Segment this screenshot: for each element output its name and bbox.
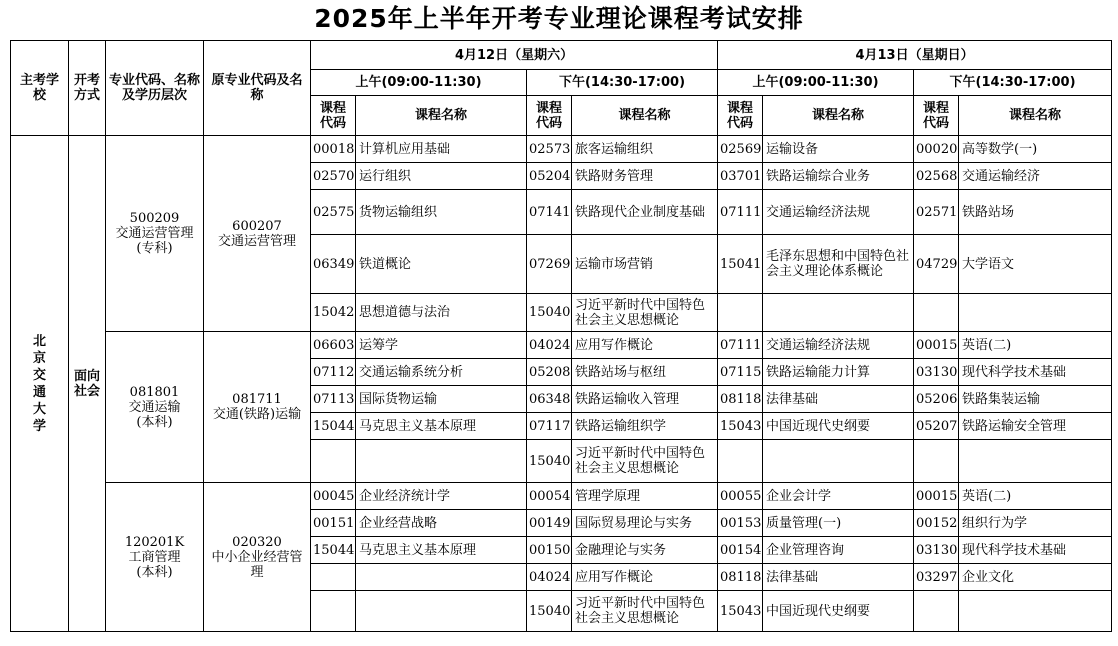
course-code: 15043 — [718, 413, 763, 440]
course-code: 06349 — [311, 235, 356, 294]
exam-schedule-table — [10, 40, 1112, 632]
course-name — [763, 440, 914, 483]
course-name: 法律基础 — [763, 564, 914, 591]
course-code: 02568 — [914, 163, 959, 190]
course-name: 计算机应用基础 — [356, 136, 527, 163]
major-cell — [106, 483, 204, 632]
course-code: 00015 — [914, 332, 959, 359]
course-code — [718, 294, 763, 332]
course-code — [914, 440, 959, 483]
course-code: 07113 — [311, 386, 356, 413]
course-name — [356, 564, 527, 591]
header-day1: 4月12日（星期六） — [311, 41, 718, 70]
course-name: 铁路财务管理 — [572, 163, 718, 190]
course-name: 马克思主义基本原理 — [356, 413, 527, 440]
course-code: 03130 — [914, 537, 959, 564]
course-code: 00020 — [914, 136, 959, 163]
course-code: 05208 — [527, 359, 572, 386]
course-code: 07141 — [527, 190, 572, 235]
course-name: 国际贸易理论与实务 — [572, 510, 718, 537]
original-orig-name: 交通运营管理 — [217, 233, 296, 249]
major-major-name: 交通运营管理 — [115, 226, 194, 241]
course-code: 06348 — [527, 386, 572, 413]
course-name: 货物运输组织 — [356, 190, 527, 235]
course-code: 00152 — [914, 510, 959, 537]
course-code — [311, 440, 356, 483]
course-name: 应用写作概论 — [572, 332, 718, 359]
course-name: 铁路现代企业制度基础 — [572, 190, 718, 235]
course-name: 习近平新时代中国特色社会主义思想概论 — [572, 294, 718, 332]
course-code: 15041 — [718, 235, 763, 294]
major-cell — [106, 332, 204, 483]
original-orig-code: 600207 — [232, 218, 282, 234]
course-code: 00153 — [718, 510, 763, 537]
course-code — [718, 440, 763, 483]
course-code: 15042 — [311, 294, 356, 332]
course-code: 07111 — [718, 332, 763, 359]
course-code: 08118 — [718, 386, 763, 413]
course-name: 铁道概论 — [356, 235, 527, 294]
course-code — [311, 564, 356, 591]
header-day1-am: 上午(09:00-11:30) — [311, 70, 527, 96]
course-code: 15044 — [311, 537, 356, 564]
course-code — [311, 591, 356, 632]
course-name: 企业经济统计学 — [356, 483, 527, 510]
course-code: 07117 — [527, 413, 572, 440]
course-name: 企业文化 — [959, 564, 1112, 591]
header-course-code: 课程代码 — [527, 96, 572, 136]
course-name: 中国近现代史纲要 — [763, 413, 914, 440]
major-cell — [106, 136, 204, 332]
course-code: 03701 — [718, 163, 763, 190]
course-code: 15040 — [527, 591, 572, 632]
course-name: 思想道德与法治 — [356, 294, 527, 332]
original-orig-name: 交通(铁路)运输 — [212, 407, 302, 422]
original-major-cell — [204, 136, 311, 332]
course-name: 国际货物运输 — [356, 386, 527, 413]
course-name: 铁路运输收入管理 — [572, 386, 718, 413]
course-code: 00055 — [718, 483, 763, 510]
course-name: 铁路站场 — [959, 190, 1112, 235]
course-code: 03297 — [914, 564, 959, 591]
course-code: 00154 — [718, 537, 763, 564]
header-course-code: 课程代码 — [718, 96, 763, 136]
course-name: 现代科学技术基础 — [959, 359, 1112, 386]
course-name: 铁路站场与枢纽 — [572, 359, 718, 386]
major-major-name: 工商管理 — [128, 549, 181, 565]
header-mode: 开考方式 — [69, 41, 106, 136]
course-code: 03130 — [914, 359, 959, 386]
course-code: 00015 — [914, 483, 959, 510]
course-name: 交通运输经济法规 — [763, 190, 914, 235]
header-major: 专业代码、名称及学历层次 — [106, 41, 204, 136]
course-name — [356, 440, 527, 483]
course-code: 15040 — [527, 440, 572, 483]
course-code: 08118 — [718, 564, 763, 591]
course-name — [959, 591, 1112, 632]
course-name: 运筹学 — [356, 332, 527, 359]
course-name: 运输设备 — [763, 136, 914, 163]
course-code — [914, 294, 959, 332]
course-name — [959, 294, 1112, 332]
table-row — [11, 332, 1112, 359]
course-name: 法律基础 — [763, 386, 914, 413]
original-orig-code: 081711 — [232, 392, 282, 407]
course-code: 05207 — [914, 413, 959, 440]
header-day2: 4月13日（星期日） — [718, 41, 1112, 70]
original-major-cell — [204, 332, 311, 483]
major-major-name: 交通运输 — [128, 399, 181, 415]
header-course-code: 课程代码 — [311, 96, 356, 136]
table-row — [11, 483, 1112, 510]
course-code — [914, 591, 959, 632]
exam-mode: 面向社会 — [74, 368, 101, 399]
course-code: 02570 — [311, 163, 356, 190]
course-code: 04024 — [527, 332, 572, 359]
course-name: 运输市场营销 — [572, 235, 718, 294]
course-code: 05206 — [914, 386, 959, 413]
header-day1-pm: 下午(14:30-17:00) — [527, 70, 718, 96]
course-name: 金融理论与实务 — [572, 537, 718, 564]
header-course-code: 课程代码 — [914, 96, 959, 136]
major-level: (本科) — [136, 564, 173, 580]
course-name — [356, 591, 527, 632]
header-course-name: 课程名称 — [959, 96, 1112, 136]
course-code: 04024 — [527, 564, 572, 591]
course-name: 交通运输经济法规 — [763, 332, 914, 359]
course-name: 英语(二) — [959, 483, 1112, 510]
header-course-name: 课程名称 — [356, 96, 527, 136]
course-code: 00018 — [311, 136, 356, 163]
header-course-name: 课程名称 — [572, 96, 718, 136]
original-major-cell — [204, 483, 311, 632]
course-name: 交通运输经济 — [959, 163, 1112, 190]
course-name: 铁路运输安全管理 — [959, 413, 1112, 440]
course-code: 06603 — [311, 332, 356, 359]
course-code: 00151 — [311, 510, 356, 537]
page-title: 2025年上半年开考专业理论课程考试安排 — [314, 4, 804, 33]
course-name: 企业经营战略 — [356, 510, 527, 537]
course-name: 运行组织 — [356, 163, 527, 190]
course-code: 02571 — [914, 190, 959, 235]
original-orig-code: 020320 — [232, 534, 282, 550]
header-day2-am: 上午(09:00-11:30) — [718, 70, 914, 96]
course-name: 企业管理咨询 — [763, 537, 914, 564]
course-name: 管理学原理 — [572, 483, 718, 510]
course-code: 02575 — [311, 190, 356, 235]
header-day2-pm: 下午(14:30-17:00) — [914, 70, 1112, 96]
header-original-major: 原专业代码及名称 — [204, 41, 311, 136]
major-major-code: 081801 — [129, 384, 180, 400]
course-code: 15040 — [527, 294, 572, 332]
major-major-code: 500209 — [129, 211, 180, 226]
course-name: 应用写作概论 — [572, 564, 718, 591]
course-name: 现代科学技术基础 — [959, 537, 1112, 564]
course-name — [763, 294, 914, 332]
header-course-name: 课程名称 — [763, 96, 914, 136]
course-name: 企业会计学 — [763, 483, 914, 510]
course-code: 04729 — [914, 235, 959, 294]
course-code: 07115 — [718, 359, 763, 386]
course-name: 交通运输系统分析 — [356, 359, 527, 386]
course-name: 铁路运输组织学 — [572, 413, 718, 440]
major-level: (专科) — [136, 241, 173, 256]
major-major-code: 120201K — [124, 534, 185, 550]
course-name — [959, 440, 1112, 483]
course-code: 00149 — [527, 510, 572, 537]
course-code: 07269 — [527, 235, 572, 294]
course-code: 00045 — [311, 483, 356, 510]
course-code: 02569 — [718, 136, 763, 163]
course-name: 铁路集装运输 — [959, 386, 1112, 413]
course-name: 习近平新时代中国特色社会主义思想概论 — [572, 591, 718, 632]
school-name: 北京交通大学 — [33, 333, 47, 434]
course-name: 铁路运输综合业务 — [763, 163, 914, 190]
course-name: 高等数学(一) — [959, 136, 1112, 163]
course-name: 习近平新时代中国特色社会主义思想概论 — [572, 440, 718, 483]
course-name: 英语(二) — [959, 332, 1112, 359]
school-cell — [11, 136, 69, 632]
table-row — [11, 136, 1112, 163]
course-name: 旅客运输组织 — [572, 136, 718, 163]
course-name: 马克思主义基本原理 — [356, 537, 527, 564]
course-name: 中国近现代史纲要 — [763, 591, 914, 632]
course-code: 07112 — [311, 359, 356, 386]
course-name: 毛泽东思想和中国特色社会主义理论体系概论 — [763, 235, 914, 294]
course-code: 00054 — [527, 483, 572, 510]
course-code: 05204 — [527, 163, 572, 190]
original-orig-name: 中小企业经营管理 — [211, 549, 303, 580]
course-name: 组织行为学 — [959, 510, 1112, 537]
course-code: 00150 — [527, 537, 572, 564]
course-name: 大学语文 — [959, 235, 1112, 294]
course-code: 15044 — [311, 413, 356, 440]
course-name: 铁路运输能力计算 — [763, 359, 914, 386]
course-code: 07111 — [718, 190, 763, 235]
course-name: 质量管理(一) — [763, 510, 914, 537]
course-code: 02573 — [527, 136, 572, 163]
mode-cell — [69, 136, 106, 632]
course-code: 15043 — [718, 591, 763, 632]
major-level: (本科) — [136, 414, 173, 430]
header-school: 主考学校 — [11, 41, 69, 136]
